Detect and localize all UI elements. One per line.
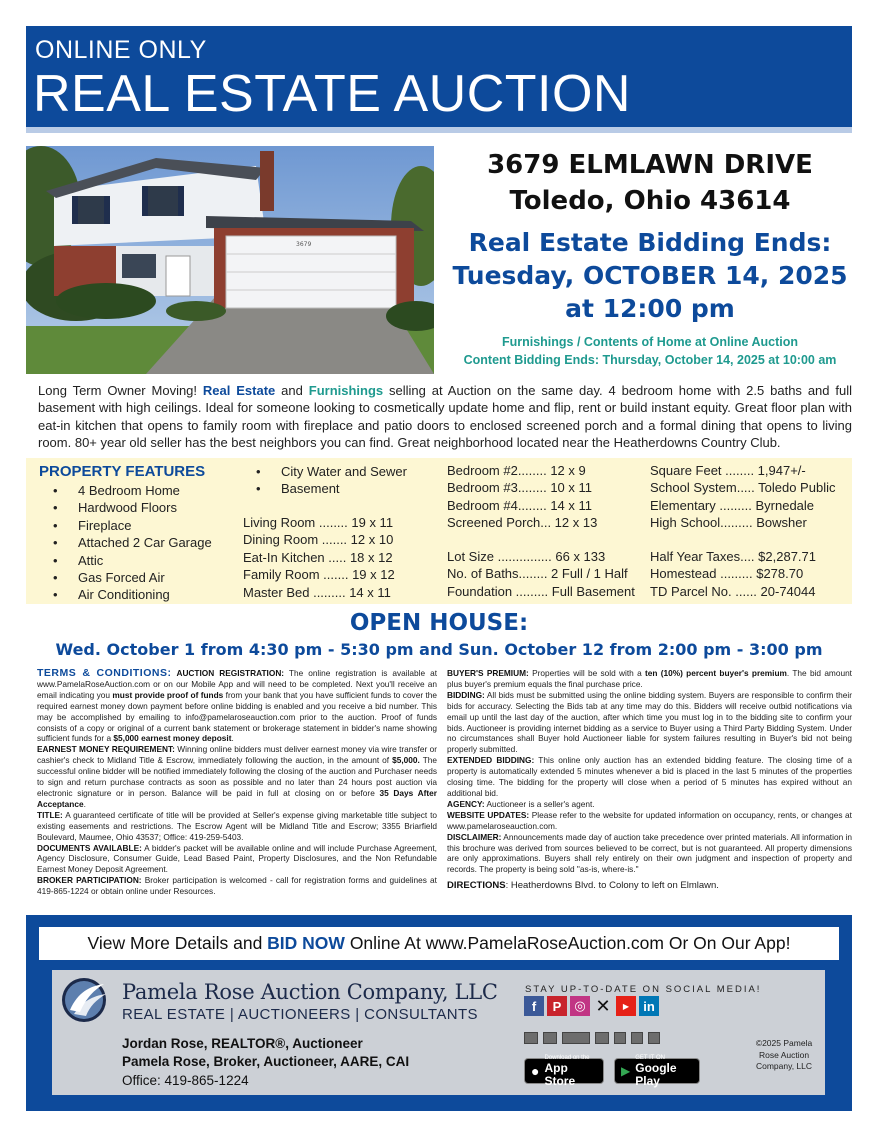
feature-item: • City Water and Sewer	[256, 463, 407, 480]
terms-registration	[37, 668, 437, 744]
terms-bold: ten (10%) percent buyer's premium	[644, 668, 787, 678]
equal-housing-icon	[631, 1032, 643, 1044]
detail-row: No. of Baths........ 2 Full / 1 Half	[447, 566, 628, 582]
intro-text-1: Long Term Owner Moving!	[38, 383, 203, 398]
room-row: Bedroom #4........ 14 x 11	[447, 497, 593, 513]
terms-bold: $5,000 earnest money deposit	[113, 733, 232, 744]
social-title: STAY UP-TO-DATE ON SOCIAL MEDIA!	[525, 984, 762, 995]
features-list-1	[53, 482, 212, 604]
realtor-logo-icon	[614, 1032, 626, 1044]
terms-text: This online only auction has an extended bidding feature. The closing time of a property is automatically extended 5 minutes whenever a bid is placed in the last 5 minutes of the properties closing time. The bidding for the property will close when a period of 5 minutes has expired without an additional bid.	[447, 755, 852, 798]
room-row: Master Bed ......... 14 x 11	[243, 584, 391, 600]
office-phone: Office: 419-865-1224	[122, 1073, 249, 1088]
apple-icon: ●	[531, 1063, 540, 1079]
terms-bold: must provide proof of funds	[112, 689, 224, 700]
detail-row: Elementary ......... Byrnedale	[650, 497, 815, 513]
bid-now-banner[interactable]	[39, 927, 839, 960]
detail-row: Homestead ......... $278.70	[650, 566, 804, 582]
terms-bidding	[447, 690, 852, 755]
terms-label: DISCLAIMER:	[447, 831, 502, 842]
header-subtitle: ONLINE ONLY	[35, 36, 207, 64]
terms-label: DIRECTIONS	[447, 880, 506, 892]
feature-item: • Hardwood Floors	[53, 499, 212, 516]
terms-text: A guaranteed certificate of title will be provided at Seller's expense giving marketable title subject to existing easements and restrictions. The Escrow Agent will be Midland Title and Escrow; 3355 Briarfield Boulevard, Maumee, Ohio 43537; Office: 419-259-5403.	[37, 809, 437, 842]
room-row: Screened Porch... 12 x 13	[447, 515, 598, 531]
terms-text: The online registration is available at www.PamelaRoseAuction.com or on our Mobile App and will need to be completed. Next you'll receive an email indicating you	[37, 668, 438, 700]
intro-text-3: selling at Auction on the same day. 4 bedroom home with 2.5 baths and full basement with high ceilings. Ideal for someone looking to cosmetically update home and flip, rent or build instant equity. Great floor plan with eat-in kitchen that opens to family room with fireplace and patio doors to enclosed screened porch and a formal dining that opens to living room. 80+ year old seller has the best neighbors you can find. Great neighborhood located near the Heatherdowns Country Club.	[38, 383, 853, 451]
company-logo-icon	[60, 976, 116, 1024]
pinterest-icon[interactable]: P	[547, 996, 567, 1016]
detail-row: Foundation ......... Full Basement	[447, 583, 635, 599]
terms-text: .	[83, 798, 86, 809]
house-photo	[26, 146, 434, 374]
terms-text: Broker participation is welcomed - call for registration forms and guidelines at 419-865-1224 or obtain online under Resources.	[37, 875, 437, 897]
terms-text: : Heatherdowns Blvd. to Colony to left on Elmlawn.	[505, 880, 719, 892]
feature-item: • 4 Bedroom Home	[53, 482, 212, 499]
bidding-ends-label: Real Estate Bidding Ends:	[468, 228, 832, 257]
intro-text-2: and	[275, 383, 309, 398]
linkedin-icon[interactable]: in	[639, 996, 659, 1016]
property-features-title: PROPERTY FEATURES	[39, 463, 206, 480]
address-line-2: Toledo, Ohio 43614	[509, 186, 791, 216]
bid-now-link[interactable]: BID NOW	[267, 933, 345, 953]
app-store-big: App Store	[544, 1060, 576, 1088]
room-row: Bedroom #3........ 10 x 11	[447, 480, 593, 496]
association-logos	[524, 1032, 660, 1044]
room-row: Family Room ....... 19 x 12	[243, 567, 395, 583]
contact-pamela: Pamela Rose, Broker, Auctioneer, AARE, CAI	[122, 1054, 410, 1069]
association-logo-icon	[595, 1032, 609, 1044]
terms-heading: TERMS & CONDITIONS:	[37, 667, 172, 679]
terms-text: Winning online bidders must deliver earnest money via wire transfer or cashier's check to Midland Title & Escrow, immediately following the auction, in the amount of	[37, 744, 437, 766]
x-icon[interactable]: ✕	[595, 995, 611, 1016]
youtube-icon[interactable]: ▶	[616, 996, 636, 1016]
lot-details	[447, 548, 635, 600]
company-tagline: REAL ESTATE | AUCTIONEERS | CONSULTANTS	[122, 1006, 478, 1023]
app-store-badge[interactable]	[524, 1054, 604, 1088]
feature-item: • Basement	[256, 480, 407, 497]
cta-text: Online At www.PamelaRoseAuction.com Or On Our App!	[344, 933, 791, 953]
terms-left-column	[37, 668, 437, 897]
intro-real-estate: Real Estate	[202, 383, 276, 398]
terms-label: BUYER'S PREMIUM:	[447, 668, 529, 678]
terms-directions	[447, 881, 852, 892]
association-logo-icon	[524, 1032, 538, 1044]
terms-bold: 35 Days After Acceptance	[37, 787, 437, 809]
google-play-small: GET IT ON	[635, 1054, 666, 1061]
detail-row: Lot Size ............... 66 x 133	[447, 549, 606, 564]
terms-label: DOCUMENTS AVAILABLE:	[37, 842, 142, 853]
company-info-box	[52, 970, 825, 1095]
feature-item: • Attic	[53, 552, 212, 569]
detail-row: High School......... Bowsher	[650, 515, 807, 531]
terms-label: AGENCY:	[447, 798, 485, 809]
association-logo-icon	[543, 1032, 557, 1044]
room-dimensions	[243, 514, 395, 601]
open-house-title: OPEN HOUSE:	[349, 610, 529, 636]
app-store-small: Download on the	[544, 1054, 590, 1061]
property-features-panel	[26, 458, 852, 604]
association-logo-icon	[648, 1032, 660, 1044]
tax-details	[650, 548, 816, 600]
bedroom-dimensions	[447, 462, 597, 532]
terms-text: .	[231, 733, 234, 744]
terms-label: BROKER PARTICIPATION:	[37, 875, 142, 886]
terms-bold: $5,000.	[392, 755, 420, 766]
terms-right-column	[447, 668, 852, 892]
contents-auction-note: Furnishings / Contents of Home at Online Auction	[501, 335, 799, 349]
terms-label: EXTENDED BIDDING:	[447, 755, 535, 766]
terms-label: TITLE:	[37, 809, 63, 820]
header-banner	[26, 26, 852, 133]
app-store-badges	[524, 1054, 700, 1088]
room-row: Eat-In Kitchen ..... 18 x 12	[243, 549, 393, 565]
detail-row: Half Year Taxes.... $2,287.71	[650, 549, 816, 564]
terms-text: . The bid amount plus buyer's premium equals the final purchase price.	[447, 668, 852, 689]
copyright-notice: ©2025 Pamela Rose Auction Company, LLC	[755, 1038, 813, 1071]
terms-label: BIDDING:	[447, 689, 485, 700]
terms-earnest	[37, 744, 437, 809]
terms-text: A bidder's packet will be available online and will include Purchase Agreement, Agency Disclosure, Consumer Guide, Lead Based Paint, Property Disclosures, and the Non Refundable Earnest Money Deposit Agreement.	[37, 842, 437, 875]
address-line-1: 3679 ELMLAWN DRIVE	[487, 150, 813, 180]
open-house-times: Wed. October 1 from 4:30 pm - 5:30 pm and Sun. October 12 from 2:00 pm - 3:00 pm	[55, 640, 823, 659]
house-illustration	[26, 146, 434, 374]
feature-item: • Fireplace	[53, 517, 212, 534]
room-row: Dining Room ....... 12 x 10	[243, 532, 394, 548]
google-play-badge[interactable]	[614, 1054, 700, 1088]
terms-label: WEBSITE UPDATES:	[447, 809, 530, 820]
contents-bidding-ends: Content Bidding Ends: Thursday, October 14, 2025 at 10:00 am	[463, 353, 837, 367]
room-row: Living Room ........ 19 x 11	[243, 515, 394, 530]
terms-label: AUCTION REGISTRATION:	[176, 668, 285, 678]
terms-text: All bids must be submitted using the online bidding system. Buyers are responsible to confirm their bids for accuracy. Selecting the Bids tab at any time may do this. Bidders will receive outbid notifications via email up until the last day of the auction, after which time you must log in to the bidding site to confirm your bids. Auctioneer is providing internet bidding as a service to Buyer using a Third Party Bidding System. Under no circumstances shall Buyer hold Auctioneer liable for system failures resulting in Buyer's bid not being properly submitted.	[447, 689, 852, 755]
terms-text: Auctioneer is a seller's agent.	[484, 798, 595, 809]
terms-text: Announcements made day of auction take precedence over printed materials. All information in this brochure was derived from sources believed to be correct, but is not guaranteed. All property dimensions are only approximations. Buyers shall rely entirely on their own judgment and inspection of property and records. The property is being sold "as-is, where-is."	[447, 831, 852, 875]
school-details	[650, 462, 835, 532]
company-name: Pamela Rose Auction Company, LLC	[122, 980, 498, 1004]
facebook-icon[interactable]: f	[524, 996, 544, 1016]
feature-item: • Air Conditioning	[53, 586, 212, 603]
terms-documents	[37, 843, 437, 876]
bidding-ends-date: Tuesday, OCTOBER 14, 2025	[452, 261, 848, 290]
feature-item: • Attached 2 Car Garage	[53, 534, 212, 551]
social-icons	[524, 996, 659, 1016]
terms-agency	[447, 799, 852, 810]
terms-broker	[37, 875, 437, 897]
detail-row: Square Feet ........ 1,947+/-	[650, 463, 806, 478]
google-play-icon: ▶	[621, 1064, 631, 1078]
terms-text: Please refer to the website for updated information on occupancy, rents, or changes at www.pamelaroseauction.com.	[447, 809, 852, 831]
terms-disclaimer	[447, 832, 852, 876]
terms-premium	[447, 668, 852, 690]
cta-text: View More Details and	[87, 933, 268, 953]
intro-furnishings: Furnishings	[308, 383, 384, 398]
instagram-icon[interactable]: ◎	[570, 996, 590, 1016]
house-number: 3679	[296, 241, 312, 248]
terms-extended	[447, 755, 852, 799]
features-list-2	[256, 463, 407, 498]
terms-title	[37, 810, 437, 843]
property-description	[38, 382, 852, 452]
bidding-ends-time: at 12:00 pm	[565, 294, 735, 323]
terms-text: from your bank that you have sufficient funds to cover the required earnest money down payment before online bidding is enabled and you receive a bid number. This may be accomplished by emailing to info@pamelaroseauction.com prior to the auction. Proof of funds consists of a copy or original of a current bank statement or brokerage statement in bidder's name showing sufficient funds for a	[37, 689, 437, 744]
google-play-big: Google Play	[635, 1060, 677, 1088]
detail-row: TD Parcel No. ...... 20-74044	[650, 583, 816, 599]
feature-item: • Gas Forced Air	[53, 569, 212, 586]
contact-jordan: Jordan Rose, REALTOR®, Auctioneer	[122, 1036, 363, 1051]
association-logo-icon	[562, 1032, 590, 1044]
terms-text: Properties will be sold with a	[528, 668, 645, 678]
header-title: REAL ESTATE AUCTION	[33, 65, 631, 123]
room-row: Bedroom #2........ 12 x 9	[447, 463, 586, 478]
terms-website	[447, 810, 852, 832]
detail-row: School System..... Toledo Public	[650, 480, 836, 496]
terms-text: The successful online bidder will be notified immediately following the closing of the auction and Purchaser needs to sign and return purchase contracts as soon as possible and no later than 24 hours post auction via electronic signature or in person. Balance will be paid in full at closing on or before	[37, 755, 438, 798]
terms-label: EARNEST MONEY REQUIREMENT:	[37, 744, 175, 755]
